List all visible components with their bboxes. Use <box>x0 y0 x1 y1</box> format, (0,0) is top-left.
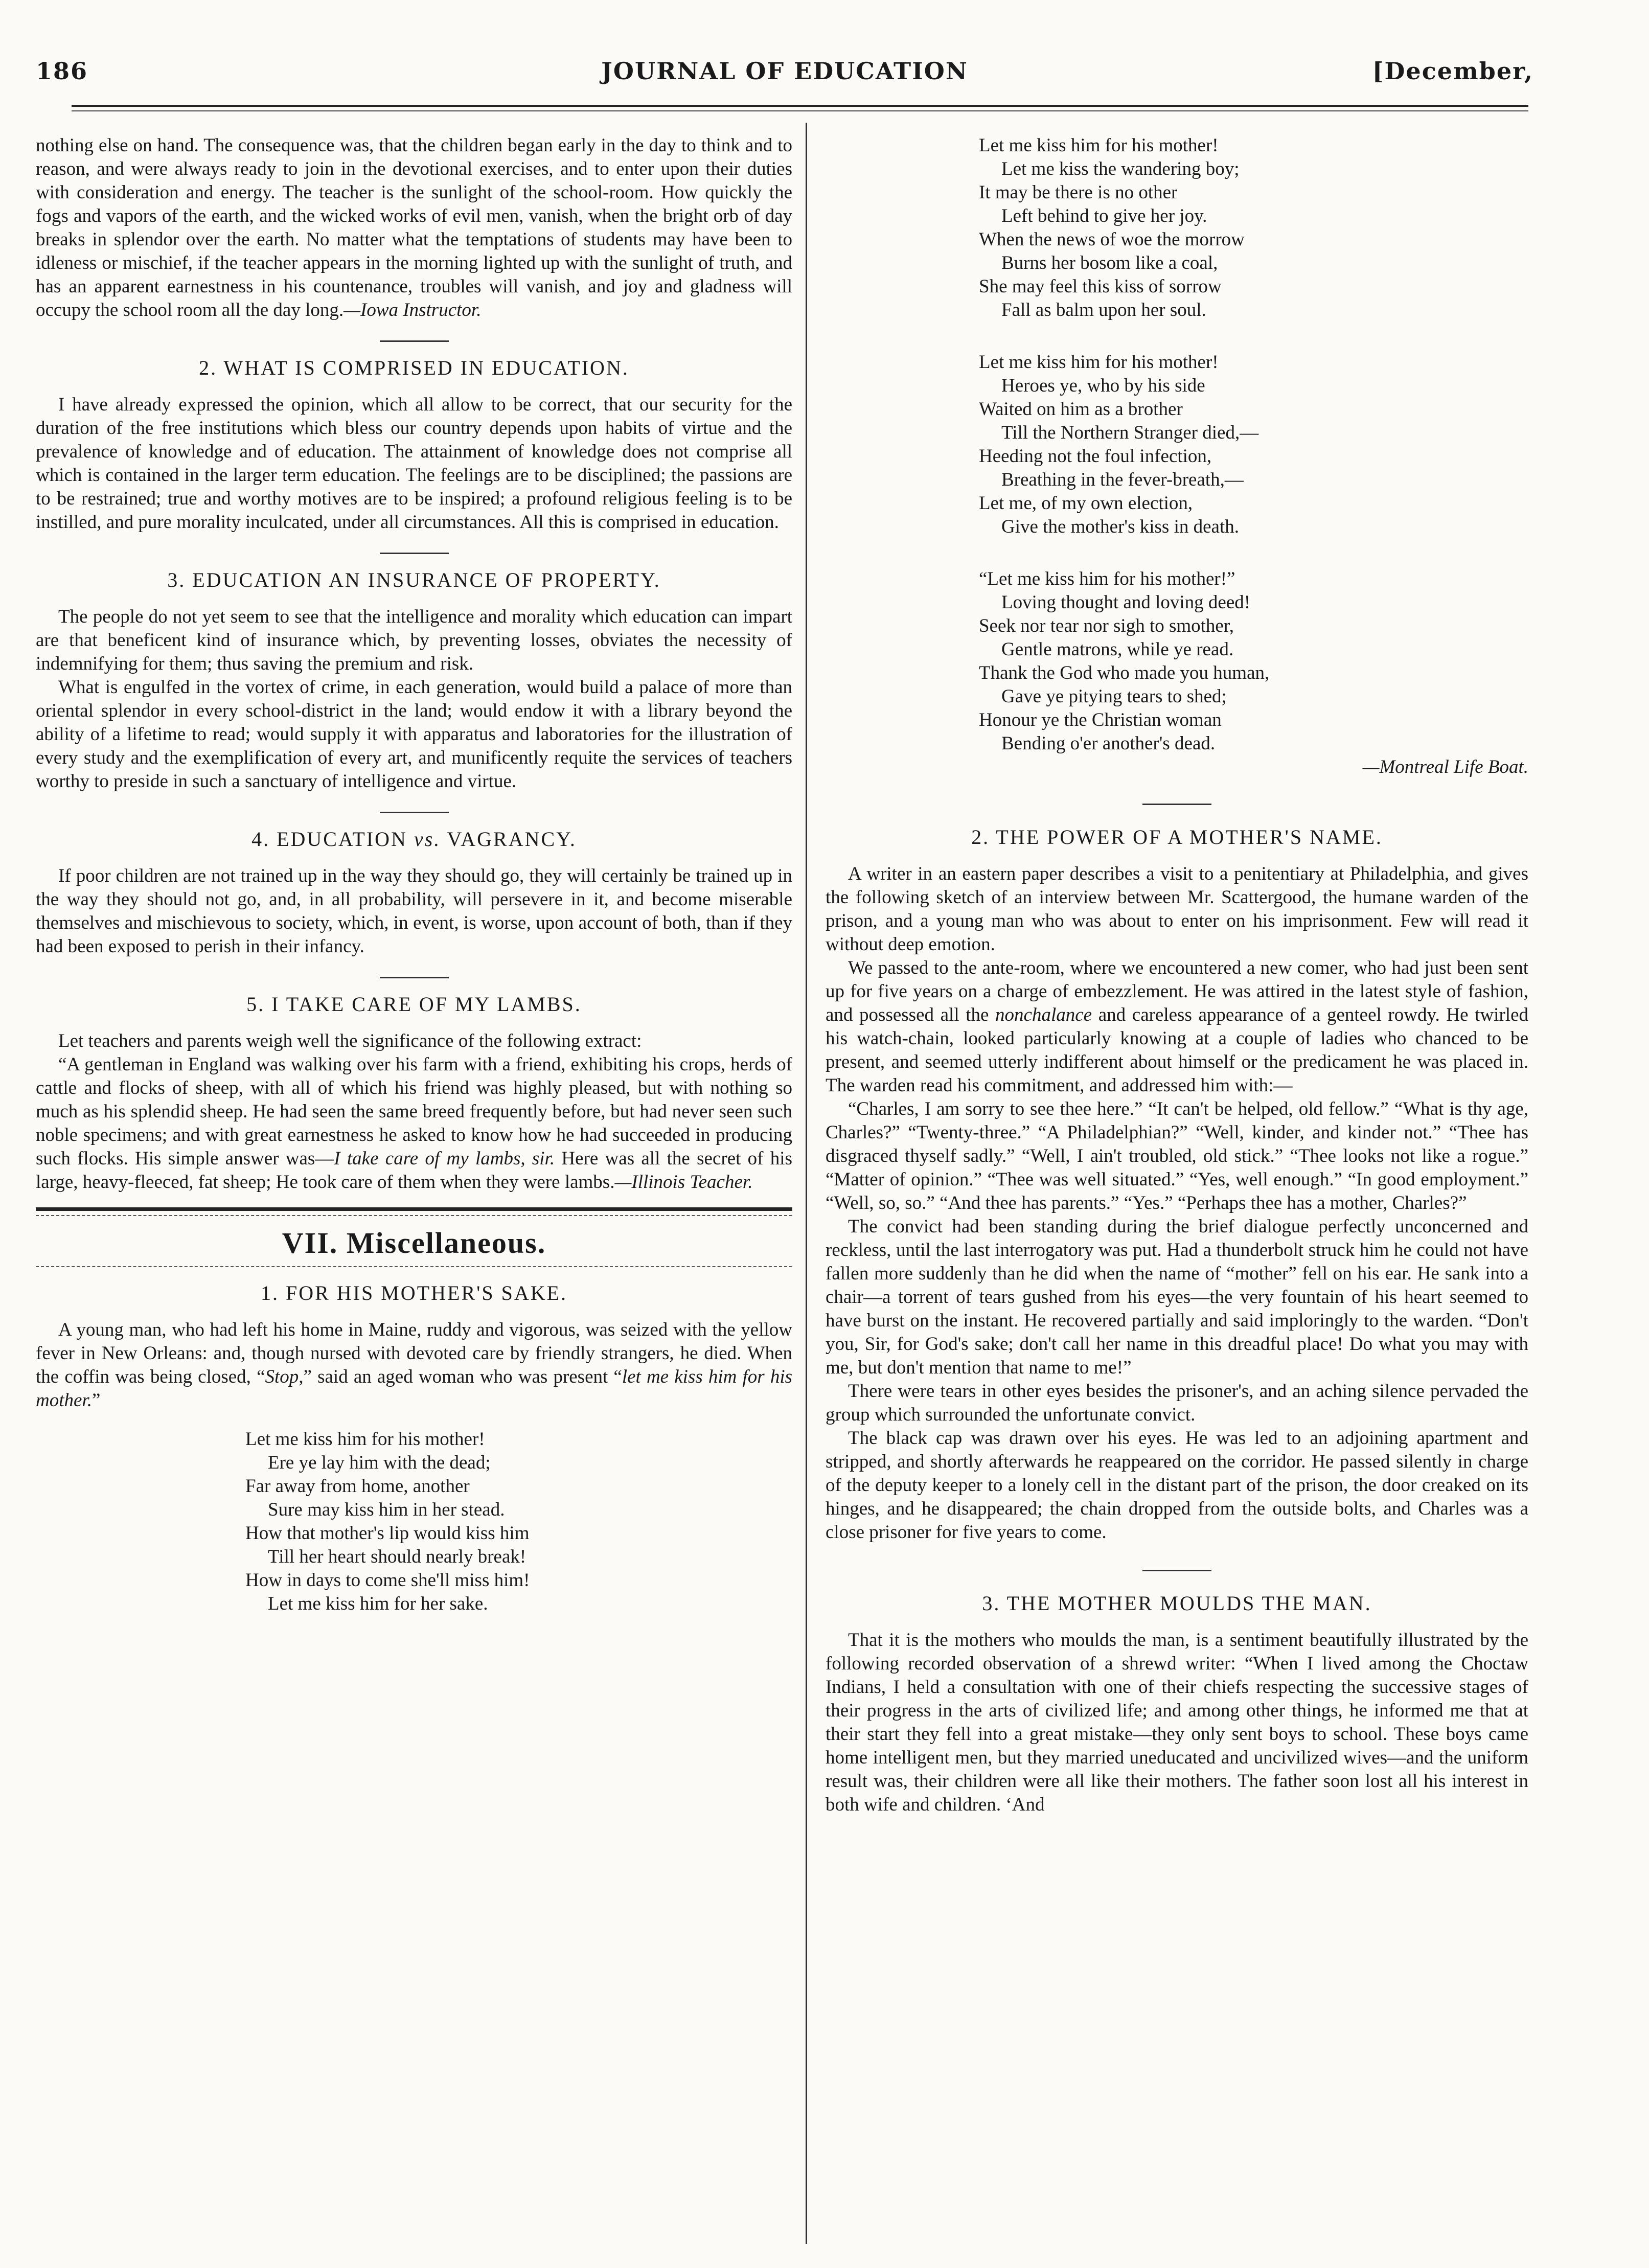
poem-line: Far away from home, another <box>245 1476 470 1497</box>
poem-line: Let me kiss him for her sake. <box>268 1593 488 1614</box>
section-rule <box>1142 804 1211 805</box>
article-paragraph: We passed to the ante-room, where we encountered a new comer, who had just been sent up for five years on a charge of embezzlement. He was attired in the latest style of fashion, and possessed all the nonchalance and careless appearance of a genteel rowdy. He twirled his watch-chain, looked particularly knowing at a couple of ladies who chanced to be present, and seemed utterly indifferent about himself or the predicament he was placed in. The warden read his commitment, and addressed him with:— <box>826 957 1528 1096</box>
poem-line: Let me kiss him for his mother! <box>979 135 1219 156</box>
poem-line: Breathing in the fever-breath,— <box>1001 469 1244 490</box>
article-paragraph: Let teachers and parents weigh well the significance of the following extract: <box>58 1030 642 1051</box>
misc-section-heading: VII. Miscellaneous. <box>282 1226 546 1259</box>
source-attribution: —Iowa Instructor. <box>343 300 482 320</box>
article-paragraph: A writer in an eastern paper describes a visit to a penitentiary at Philadelphia, and gives the following sketch of an interview between Mr. Scattergood, the humane warden of the prison, and a young man who was about to enter on his imprisonment. Few will read it without deep emotion. <box>826 863 1528 955</box>
article-paragraph: What is engulfed in the vortex of crime, in each generation, would build a palace of more than oriental splendor in every school-district in the land; would endow it with a library beyond the ability of a lifetime to read; would supply it with apparatus and laboratories for the illustration of every study and the exemplification of every art, and munificently requite the services of teachers worthy to preside in such a sanctuary of intelligence and virtue. <box>36 677 792 792</box>
right-column <box>826 134 1528 1817</box>
header-rule-thin <box>72 110 1528 111</box>
poem-line: How that mother's lip would kiss him <box>245 1523 530 1544</box>
section-heading: 3. EDUCATION AN INSURANCE OF PROPERTY. <box>167 568 661 591</box>
poem-line: Loving thought and loving deed! <box>1001 592 1251 613</box>
section-rule <box>380 340 449 342</box>
article-paragraph: I have already expressed the opinion, which all allow to be correct, that our security for the duration of the free institutions which bless our country depends upon habits of virtue and the prevalence of knowledge and of education. The attainment of knowledge does not comprise all which is contained in the larger term education. The feelings are to be disciplined; the passions are to be restrained; true and worthy motives are to be inspired; a profound religious feeling is to be instilled, and pure morality inculcated, under all circumstances. All this is comprised in education. <box>36 394 792 533</box>
article-paragraph: “A gentleman in England was walking over his farm with a friend, exhibiting his crops, herds of cattle and flocks of sheep, with all of which his friend was highly pleased, but with nothing so much as his splendid sheep. He had seen the same breed frequently before, but had never seen such noble specimens; and with great earnestness he asked to know how he had succeeded in producing such flocks. His simple answer was—I take care of my lambs, sir. Here was all the secret of his large, heavy-fleeced, fat sheep; He took care of them when they were lambs.—Illinois Teacher. <box>36 1054 792 1193</box>
section-heading: 2. WHAT IS COMPRISED IN EDUCATION. <box>199 356 629 379</box>
poem-line: Fall as balm upon her soul. <box>1001 300 1206 320</box>
poem-line: Seek nor tear nor sigh to smother, <box>979 615 1234 636</box>
poem-line: When the news of woe the morrow <box>979 229 1245 250</box>
section-heading: 1. FOR HIS MOTHER'S SAKE. <box>260 1281 568 1304</box>
section-heading: 3. THE MOTHER MOULDS THE MAN. <box>982 1592 1372 1615</box>
poem-line: Let me kiss the wandering boy; <box>1001 158 1240 179</box>
poem-line: Gentle matrons, while ye read. <box>1001 639 1234 660</box>
misc-rule-thick <box>36 1207 792 1211</box>
poem-line: Till her heart should nearly break! <box>268 1546 526 1567</box>
poem-line: Till the Northern Stranger died,— <box>1001 422 1259 443</box>
journal-title: JOURNAL OF EDUCATION <box>601 57 968 85</box>
poem-line: Let me, of my own election, <box>979 493 1193 514</box>
poem-stanza <box>979 134 1528 322</box>
section-heading: 2. THE POWER OF A MOTHER'S NAME. <box>971 826 1383 849</box>
poem-line: Honour ye the Christian woman <box>979 709 1222 730</box>
misc-rule-dashed <box>36 1215 792 1216</box>
poem-line: Give the mother's kiss in death. <box>1001 516 1239 537</box>
section-rule <box>380 977 449 978</box>
article-paragraph: A young man, who had left his home in Maine, ruddy and vigorous, was seized with the yellow fever in New Orleans: and, though nursed with devoted care by friendly strangers, he died. When the coffin was being closed, “Stop,” said an aged woman who was present “let me kiss him for his mother.” <box>36 1319 792 1411</box>
poem-line: “Let me kiss him for his mother!” <box>979 568 1235 589</box>
poem-line: Heeding not the foul infection, <box>979 446 1212 467</box>
poem-stanza <box>979 567 1528 755</box>
poem-stanza <box>979 351 1528 539</box>
section-heading: 4. EDUCATION vs. VAGRANCY. <box>251 828 577 851</box>
article-paragraph: There were tears in other eyes besides the prisoner's, and an aching silence pervaded the group which surrounded the unfortunate convict. <box>826 1381 1528 1425</box>
poem-line: Let me kiss him for his mother! <box>245 1429 485 1450</box>
poem-line: Gave ye pitying tears to shed; <box>1001 686 1227 707</box>
left-column <box>36 134 792 1616</box>
article-paragraph: If poor children are not trained up in the way they should go, they will certainly be trained up in the way they should not go, and, in all probability, will persevere in it, and become miserable themselves and mischievous to society, which, in event, is worse, upon account of both, than if they had been exposed to perish in their infancy. <box>36 865 792 957</box>
article-paragraph: That it is the mothers who moulds the man, is a sentiment beautifully illustrated by the following recorded observation of a shrewd writer: “When I lived among the Choctaw Indians, I held a consultation with one of their chiefs respecting the successive stages of their progress in the arts of civilized life; and among other things, he informed me that at their start they fell into a great mistake—they only sent boys to school. These boys came home intelligent men, but they married uneducated and uncivilized wives—and the uniform result was, their children were all like their mothers. The father soon lost all his interest in both wife and children. ‘And <box>826 1630 1528 1815</box>
header-rule <box>72 105 1528 107</box>
section-rule <box>380 553 449 554</box>
page-number: 186 <box>36 57 88 85</box>
source-attribution: —Illinois Teacher. <box>614 1172 753 1193</box>
poem-stanza <box>245 1428 792 1616</box>
misc-rule-dashed <box>36 1266 792 1267</box>
section-rule <box>380 812 449 813</box>
article-paragraph: “Charles, I am sorry to see thee here.” “It can't be helped, old fellow.” “What is thy age, Charles?” “Twenty-three.” “A Philadelphian?” “Well, kinder, and kinder not.” “Thee has disgraced thyself sadly.” “Well, I ain't troubled, old stick.” “Thee looks not like a rogue.” “Matter of opinion.” “Thee was well situated.” “Yes, well enough.” “In good employment.” “Well, so, so.” “And thee has parents.” “Yes.” “Perhaps thee has a mother, Charles?” <box>826 1098 1528 1213</box>
section-heading: 5. I TAKE CARE OF MY LAMBS. <box>246 993 582 1016</box>
poem-line: Left behind to give her joy. <box>1001 205 1207 226</box>
article-paragraph: The black cap was drawn over his eyes. He was led to an adjoining apartment and stripped, and shortly afterwards he reappeared on the corridor. He passed silently in charge of the deputy keeper to a lonely cell in the distant part of the prison, the door creaked on its hinges, and he disappeared; the chain dropped from the outside bolts, and Charles was a close prisoner for five years to come. <box>826 1428 1528 1543</box>
poem-line: Let me kiss him for his mother! <box>979 352 1219 373</box>
source-attribution: —Montreal Life Boat. <box>1362 757 1528 777</box>
section-rule <box>1142 1570 1211 1571</box>
page-header <box>36 57 1533 98</box>
poem-line: It may be there is no other <box>979 182 1178 203</box>
column-divider <box>806 123 807 2244</box>
header-month: [December, <box>1372 57 1533 85</box>
poem-line: Sure may kiss him in her stead. <box>268 1499 505 1520</box>
poem-line: How in days to come she'll miss him! <box>245 1570 530 1591</box>
poem-line: Burns her bosom like a coal, <box>1001 253 1218 273</box>
poem-line: Thank the God who made you human, <box>979 662 1270 683</box>
poem-line: Bending o'er another's dead. <box>1001 733 1216 754</box>
article-paragraph: The convict had been standing during the brief dialogue perfectly unconcerned and reckless, until the last interrogatory was put. Had a thunderbolt struck him he could not have fallen more suddenly than he did when the name of “mother” fell on his ear. He sank into a chair—a torrent of tears gushed from his eyes—the very fountain of his heart seemed to have burst on the instant. He recovered partially and said imploringly to the warden. “Don't you, Sir, for God's sake; don't call her name in this dreadful place! Do what you may with me, but don't mention that name to me!” <box>826 1216 1528 1378</box>
article-paragraph: The people do not yet seem to see that the intelligence and morality which education can impart are that beneficent kind of insurance which, by preventing losses, obviates the necessity of indemnifying for them; thus saving the premium and risk. <box>36 606 792 674</box>
article-paragraph: nothing else on hand. The consequence was, that the children began early in the day to think and to reason, and were always ready to join in the devotional exercises, and to enter upon their duties with consideration and energy. The teacher is the sunlight of the school-room. How quickly the fogs and vapors of the earth, and the wicked works of evil men, vanish, when the bright orb of day breaks in splendor over the earth. No matter what the temptations of students may have been to idleness or mischief, if the teacher appears in the morning lighted up with the sunlight of truth, and has an apparent earnestness in his countenance, troubles will vanish, and joy and gladness will occupy the school room all the day long.—Iowa Instructor. <box>36 135 792 320</box>
poem-line: Ere ye lay him with the dead; <box>268 1452 491 1473</box>
poem-line: She may feel this kiss of sorrow <box>979 276 1222 297</box>
poem-line: Waited on him as a brother <box>979 399 1183 420</box>
poem-line: Heroes ye, who by his side <box>1001 375 1205 396</box>
